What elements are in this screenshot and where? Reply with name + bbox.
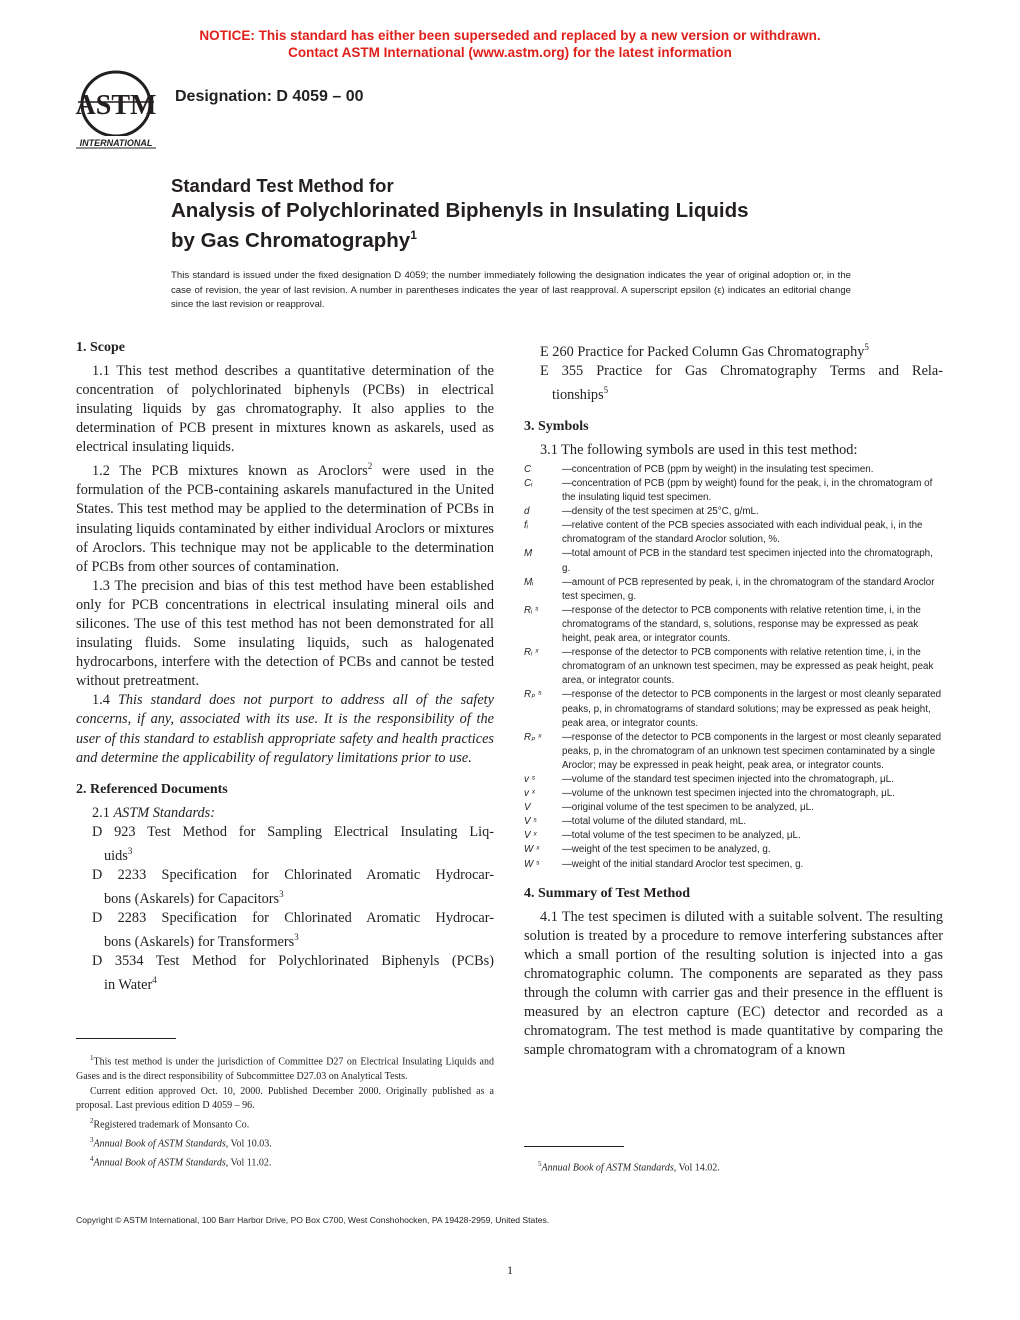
issued-note: This standard is issued under the fixed designation D 4059; the number immediately following the designation indicates the year of original adoption or, in the case of revision, the year of last revision. A number in parentheses indicates the year of last reapproval. A superscript epsilon (ε) indicates an editorial change since the last revision or reapproval. [171,270,851,310]
symbol-description: —relative content of the PCB species associated with each individual peak, i, in the chromatogram of the standard Aroclor solution, %. [562,520,923,546]
symbol-row [524,858,943,872]
title-line-3: by Gas Chromatography [171,228,411,252]
symbol-description: —response of the detector to PCB components with relative retention time, i, in the chromatograms of the standard, s, solutions, response may be expressed as peak height, peak area, or integrator counts. [562,604,921,645]
footnote-4: $^4$Annual Book of ASTM Standards, Vol 11.02. [90,1154,272,1168]
symbol-name: Rᵢ ˢ [524,604,539,616]
symbol-name: fᵢ [524,520,528,532]
symbol-row [524,773,943,787]
scope-1-4: 1.4 This standard does not purport to address all of the safety concerns, if any, associated with its use. It is the responsibility of the user of this standard to establish appropriate safety and health practices and determine the applicability of regulatory limitations prior to use. [76,692,494,766]
scope-1-1: 1.1 This test method describes a quantitative determination of the concentration of polychlorinated biphenyls (PCBs) in electrical insulating liquids by gas chromatography. It also applies to the determination of PCB present in mixtures known as askarels, used as electrical insulating liquids. [76,363,494,456]
symbol-row [524,519,943,547]
reference-list [76,823,494,995]
symbol-row [524,731,943,773]
symbol-description: —weight of the test specimen to be analyzed, g. [562,844,771,856]
symbol-row [524,463,943,477]
list-item: E 260 Practice for Packed Column Gas Chromatography$^5$ [540,342,869,360]
symbol-name: W ˢ [524,858,540,870]
symbol-row [524,843,943,857]
scope-1-3: 1.3 The precision and bias of this test method have been established only for PCB concentrations in electrical insulating mineral oils and silicones. The use of this test method has not been demonstrated for all insulating fluids. Some insulating liquids, such as halogenated hydrocarbons, interfere with the detection of PCBs and cannot be tested without pretreatment. [76,577,494,690]
symbol-name: M [524,548,533,560]
footnotes-left [76,1051,494,1170]
symbol-row [524,547,943,575]
footnote-2: $^2$Registered trademark of Monsanto Co. [90,1116,250,1131]
symbol-row [524,505,943,519]
designation: Designation: D 4059 – 00 [175,88,364,105]
symbol-name: Rₚ ˢ [524,689,542,701]
astm-logo-icon [68,68,164,152]
symbol-description: —concentration of PCB (ppm by weight) in the insulating test specimen. [562,463,874,475]
title-footnote-mark: 1 [410,228,417,242]
symbol-description: —response of the detector to PCB components with relative retention time, i, in the chromatogram of an unknown test specimen, may be expressed as peak height, peak area, or integrator counts. [562,647,934,687]
symbol-name: W ˣ [524,844,540,856]
footnote-1b: Current edition approved Oct. 10, 2000. Published December 2000. Originally published as a proposal. Last previous edition D 4059 – 96. [76,1085,494,1112]
symbol-row [524,829,943,843]
list-item: D 923 Test Method for Sampling Electrical Insulating Liq- uids$^3$ [92,823,494,864]
symbol-name: C [524,463,532,475]
symbol-row [524,646,943,688]
symbol-name: Rₚ ˣ [524,731,542,743]
title-main [171,198,871,253]
astm-standards-label: 2.1 ASTM Standards: [92,804,215,821]
symbol-description: —volume of the standard test specimen injected into the chromatograph, μL. [562,773,894,785]
symbol-row [524,815,943,829]
logo-caption: INTERNATIONAL [79,138,153,148]
symbol-row [524,477,943,505]
scope-heading: 1. Scope [76,340,125,355]
logo-letters: ASTM [75,90,157,121]
symbol-name: v ˢ [524,773,535,785]
symbol-row [524,604,943,646]
notice-line-1: NOTICE: This standard has either been superseded and replaced by a new version or withdrawn. [199,28,821,43]
left-column [76,340,494,995]
withdrawal-notice [0,27,1020,61]
symbol-name: V ˣ [524,830,537,842]
footnote-divider-left [76,1038,176,1039]
title-line-2: Analysis of Polychlorinated Biphenyls in Insulating Liquids [171,199,749,222]
symbol-description: —weight of the initial standard Aroclor test specimen, g. [562,858,804,870]
scope-1-2: 1.2 The PCB mixtures known as Aroclors$^2$ were used in the formulation of the PCB-containing askarels manufactured in the United States. This test method may be applied to the determination of PCBs in insulating liquids contaminated by either individual Aroclors or mixtures of Aroclors. This technique may not be applicable to the determination of PCBs from other sources of contamination. [76,461,495,575]
symbol-description: —response of the detector to PCB components in the largest or most cleanly separated peaks, p, in the chromatogram of an unknown test specimen contaminated by a single Aroclor; may be expressed in peak height, peak area, or integrator counts. [562,731,942,771]
title-line-1: Standard Test Method for [171,175,394,196]
copyright: Copyright © ASTM International, 100 Barr Harbor Drive, PO Box C700, West Conshohocken, PA 19428-2959, United States. [76,1215,550,1225]
page-number: 1 [507,1263,513,1277]
symbol-name: Rᵢ ˣ [524,647,539,659]
symbol-description: —amount of PCB represented by peak, i, in the chromatogram of the standard Aroclor test specimen, g. [562,576,935,602]
summary-4-1: 4.1 The test specimen is diluted with a suitable solvent. The resulting solution is treated by a procedure to remove interfering substances after which a small portion of the resulting solution is injected into a gas chromatographic column. The components are separated as they pass through the column with carrier gas and their presence in the effluent is measured by an electron capture (EC) detector and recorded as a chromatogram. The test method is made quantitative by comparing the sample chromatogram with a chromatogram of a known [524,908,943,1059]
symbol-name: d [524,506,530,518]
reference-list-continued [524,338,943,405]
footnote-3: $^3$Annual Book of ASTM Standards, Vol 10.03. [90,1135,272,1149]
footnote-5: $^5$Annual Book of ASTM Standards, Vol 14.02. [538,1160,720,1174]
symbols-list [524,463,943,872]
symbol-row [524,801,943,815]
referenced-heading: 2. Referenced Documents [76,781,228,797]
symbol-name: Cᵢ [524,478,533,489]
symbol-name: v ˣ [524,788,535,800]
symbol-description: —total volume of the test specimen to be analyzed, μL. [562,830,801,842]
summary-heading: 4. Summary of Test Method [524,885,691,901]
symbol-row [524,688,943,730]
symbol-description: —concentration of PCB (ppm by weight) found for the peak, i, in the chromatogram of the insulating liquid test specimen. [562,478,933,504]
list-item: D 3534 Test Method for Polychlorinated Biphenyls (PCBs) in Water$^4$ [92,952,494,993]
symbol-name: Mᵢ [524,576,534,588]
footnote-divider-right [524,1146,624,1147]
symbols-heading: 3. Symbols [524,418,589,434]
right-column [524,338,943,1060]
symbol-description: —volume of the unknown test specimen injected into the chromatograph, μL. [562,788,895,800]
list-item: D 2233 Specification for Chlorinated Aromatic Hydrocar- bons (Askarels) for Capacitors$^3$ [92,866,494,907]
symbol-row [524,787,943,801]
symbol-description: —density of the test specimen at 25°C, g/mL. [562,506,759,518]
symbols-intro: 3.1 The following symbols are used in this test method: [540,441,858,458]
symbol-description: —total volume of the diluted standard, mL. [562,816,747,828]
symbol-description: —total amount of PCB in the standard test specimen injected into the chromatograph, g. [562,548,933,574]
notice-line-2: Contact ASTM International (www.astm.org) for the latest information [288,45,732,60]
symbol-description: —response of the detector to PCB components in the largest or most cleanly separated peaks, p, in chromatograms of standard solutions; may be expressed as peak height, peak area, or integrator counts. [562,689,942,729]
symbol-name: V ˢ [524,816,537,828]
symbol-row [524,576,943,604]
footnote-1: $^1$This test method is under the jurisdiction of Committee D27 on Electrical Insulating Liquids and Gases and is the direct responsibility of Subcommittee D27.03 on Analytical Tests. [76,1054,494,1082]
symbol-description: —original volume of the test specimen to be analyzed, μL. [562,802,814,814]
symbol-name: V [524,802,531,814]
list-item: E 355 Practice for Gas Chromatography Terms and Rela- tionships$^5$ [540,362,943,403]
list-item: D 2283 Specification for Chlorinated Aromatic Hydrocar- bons (Askarels) for Transformers$^3$ [92,909,494,950]
